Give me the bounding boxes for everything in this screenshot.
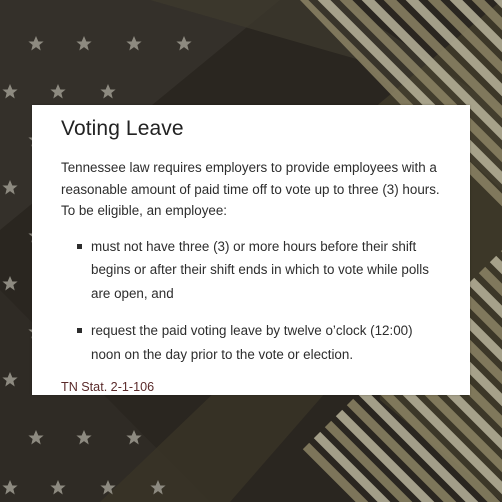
voting-leave-card	[32, 105, 470, 395]
card-title: Voting Leave	[61, 117, 184, 140]
citation-link[interactable]: TN Stat. 2-1-106	[61, 380, 155, 394]
bullet-icon	[77, 328, 82, 333]
intro-paragraph: Tennessee law requires employers to provide employees with a reasonable amount of paid time off to vote up to three (3) hours. To be eligible, an employee:	[61, 160, 440, 218]
requirement-text: request the paid voting leave by twelve o’clock (12:00) noon on the day prior to the vote or election.	[91, 323, 413, 362]
requirement-item	[77, 235, 444, 306]
requirements-list	[61, 235, 444, 367]
requirement-text: must not have three (3) or more hours before their shift begins or after their shift ends in which to vote while polls are open, and	[91, 238, 429, 301]
bullet-icon	[77, 244, 82, 249]
requirement-item	[77, 319, 444, 366]
